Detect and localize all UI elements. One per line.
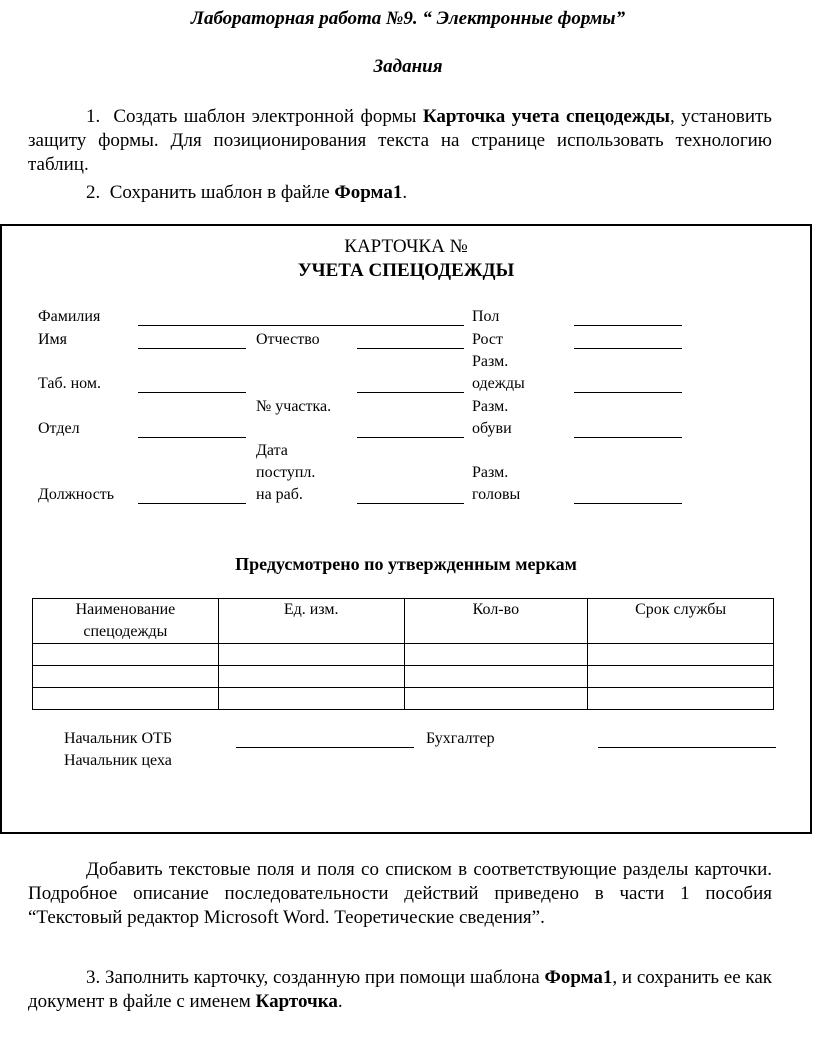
instruction-paragraph	[28, 858, 772, 930]
table-cell[interactable]	[218, 666, 404, 688]
table-cell[interactable]	[588, 644, 774, 666]
col-header-unit: Ед. изм.	[218, 599, 404, 644]
task-3-text-a: Заполнить карточку, созданную при помощи шаблона	[105, 967, 545, 988]
table-row	[33, 644, 774, 666]
task-3-text-c: .	[337, 991, 343, 1012]
table-cell[interactable]	[218, 688, 404, 710]
task-2-text-b: .	[402, 182, 408, 203]
card-title-number: КАРТОЧКА №	[344, 236, 468, 257]
head-size-label-1: Разм.	[472, 464, 509, 481]
hire-date-label-2: поступл.	[256, 464, 316, 481]
table-cell[interactable]	[588, 688, 774, 710]
tasks-heading: Задания	[373, 56, 443, 77]
hire-date-label-1: Дата	[256, 442, 288, 459]
position-label: Должность	[38, 486, 115, 503]
shoe-size-label-2: обуви	[472, 420, 512, 437]
task-2-text-a: Сохранить шаблон в файле	[109, 182, 335, 203]
shoe-size-field[interactable]	[574, 437, 682, 438]
task-3-text-b: , и сохранить ее как документ в файле с именем	[28, 967, 773, 1012]
task-2	[28, 181, 772, 205]
task-1-text-a: Создать шаблон электронной формы	[113, 106, 423, 127]
page-title: Лабораторная работа №9. “ Электронные формы”	[190, 8, 626, 29]
accountant-signature-field[interactable]	[598, 747, 776, 748]
card-form	[0, 224, 812, 834]
table-row	[33, 688, 774, 710]
gender-label: Пол	[472, 308, 500, 325]
height-label: Рост	[472, 331, 503, 348]
dept-field[interactable]	[138, 437, 246, 438]
task-2-number: 2.	[86, 182, 101, 203]
table-cell[interactable]	[218, 644, 404, 666]
tab-num-label: Таб. ном.	[38, 375, 101, 392]
shoe-size-label-1: Разм.	[472, 398, 509, 415]
table-cell[interactable]	[588, 666, 774, 688]
clothes-size-field[interactable]	[574, 392, 682, 393]
otb-head-label: Начальник ОТБ	[64, 730, 172, 747]
section-num-field[interactable]	[357, 437, 464, 438]
task-3-number: 3.	[86, 967, 101, 988]
task-1	[28, 105, 772, 177]
table-row	[33, 666, 774, 688]
tab-num-field[interactable]	[138, 392, 246, 393]
height-field[interactable]	[574, 348, 682, 349]
table-header-row	[33, 599, 774, 644]
task-3	[28, 966, 772, 1014]
task-1-text-b: , установить защиту формы. Для позиционирования текста на странице использовать технологию таблиц.	[28, 106, 772, 175]
position-field[interactable]	[138, 503, 246, 504]
provided-heading: Предусмотрено по утвержденным меркам	[235, 554, 577, 574]
table-cell[interactable]	[33, 666, 219, 688]
dept-label: Отдел	[38, 420, 80, 437]
table-cell[interactable]	[33, 644, 219, 666]
clothes-size-label-1: Разм.	[472, 353, 509, 370]
head-size-field[interactable]	[574, 503, 682, 504]
patronymic-label: Отчество	[256, 331, 320, 348]
clothing-table	[32, 598, 774, 710]
task-2-bold: Форма1	[334, 182, 403, 203]
tab-num-extra-field[interactable]	[357, 392, 464, 393]
head-size-label-2: головы	[472, 486, 521, 503]
hire-date-field[interactable]	[357, 503, 464, 504]
col-header-service-life: Срок службы	[588, 599, 774, 644]
task-1-number: 1.	[86, 106, 101, 127]
col-header-item: Наименование спецодежды	[33, 599, 219, 644]
table-cell[interactable]	[404, 644, 588, 666]
table-cell[interactable]	[33, 688, 219, 710]
task-3-bold-filename: Карточка	[255, 991, 338, 1012]
section-num-label: № участка.	[256, 398, 332, 415]
card-title-main: УЧЕТА СПЕЦОДЕЖДЫ	[297, 260, 515, 281]
clothes-size-label-2: одежды	[472, 375, 525, 392]
shop-head-label: Начальник цеха	[64, 752, 172, 769]
table-cell[interactable]	[404, 666, 588, 688]
patronymic-field[interactable]	[357, 348, 464, 349]
surname-label: Фамилия	[38, 308, 101, 325]
task-3-bold-template: Форма1	[544, 967, 613, 988]
col-header-qty: Кол-во	[404, 599, 588, 644]
otb-head-signature-field[interactable]	[236, 747, 414, 748]
hire-date-label-3: на раб.	[256, 486, 303, 503]
surname-field[interactable]	[138, 325, 464, 326]
table-cell[interactable]	[404, 688, 588, 710]
instruction-text: Добавить текстовые поля и поля со списком в соответствующие разделы карточки. Подробное описание последовательности действий приведено в части 1 пособия “Текстовый редактор Microsoft Word. Теоретические сведения”.	[28, 859, 772, 928]
name-field[interactable]	[138, 348, 246, 349]
task-1-bold: Карточка учета спецодежды	[422, 106, 670, 127]
name-label: Имя	[38, 331, 68, 348]
accountant-label: Бухгалтер	[426, 730, 495, 747]
gender-field[interactable]	[574, 325, 682, 326]
